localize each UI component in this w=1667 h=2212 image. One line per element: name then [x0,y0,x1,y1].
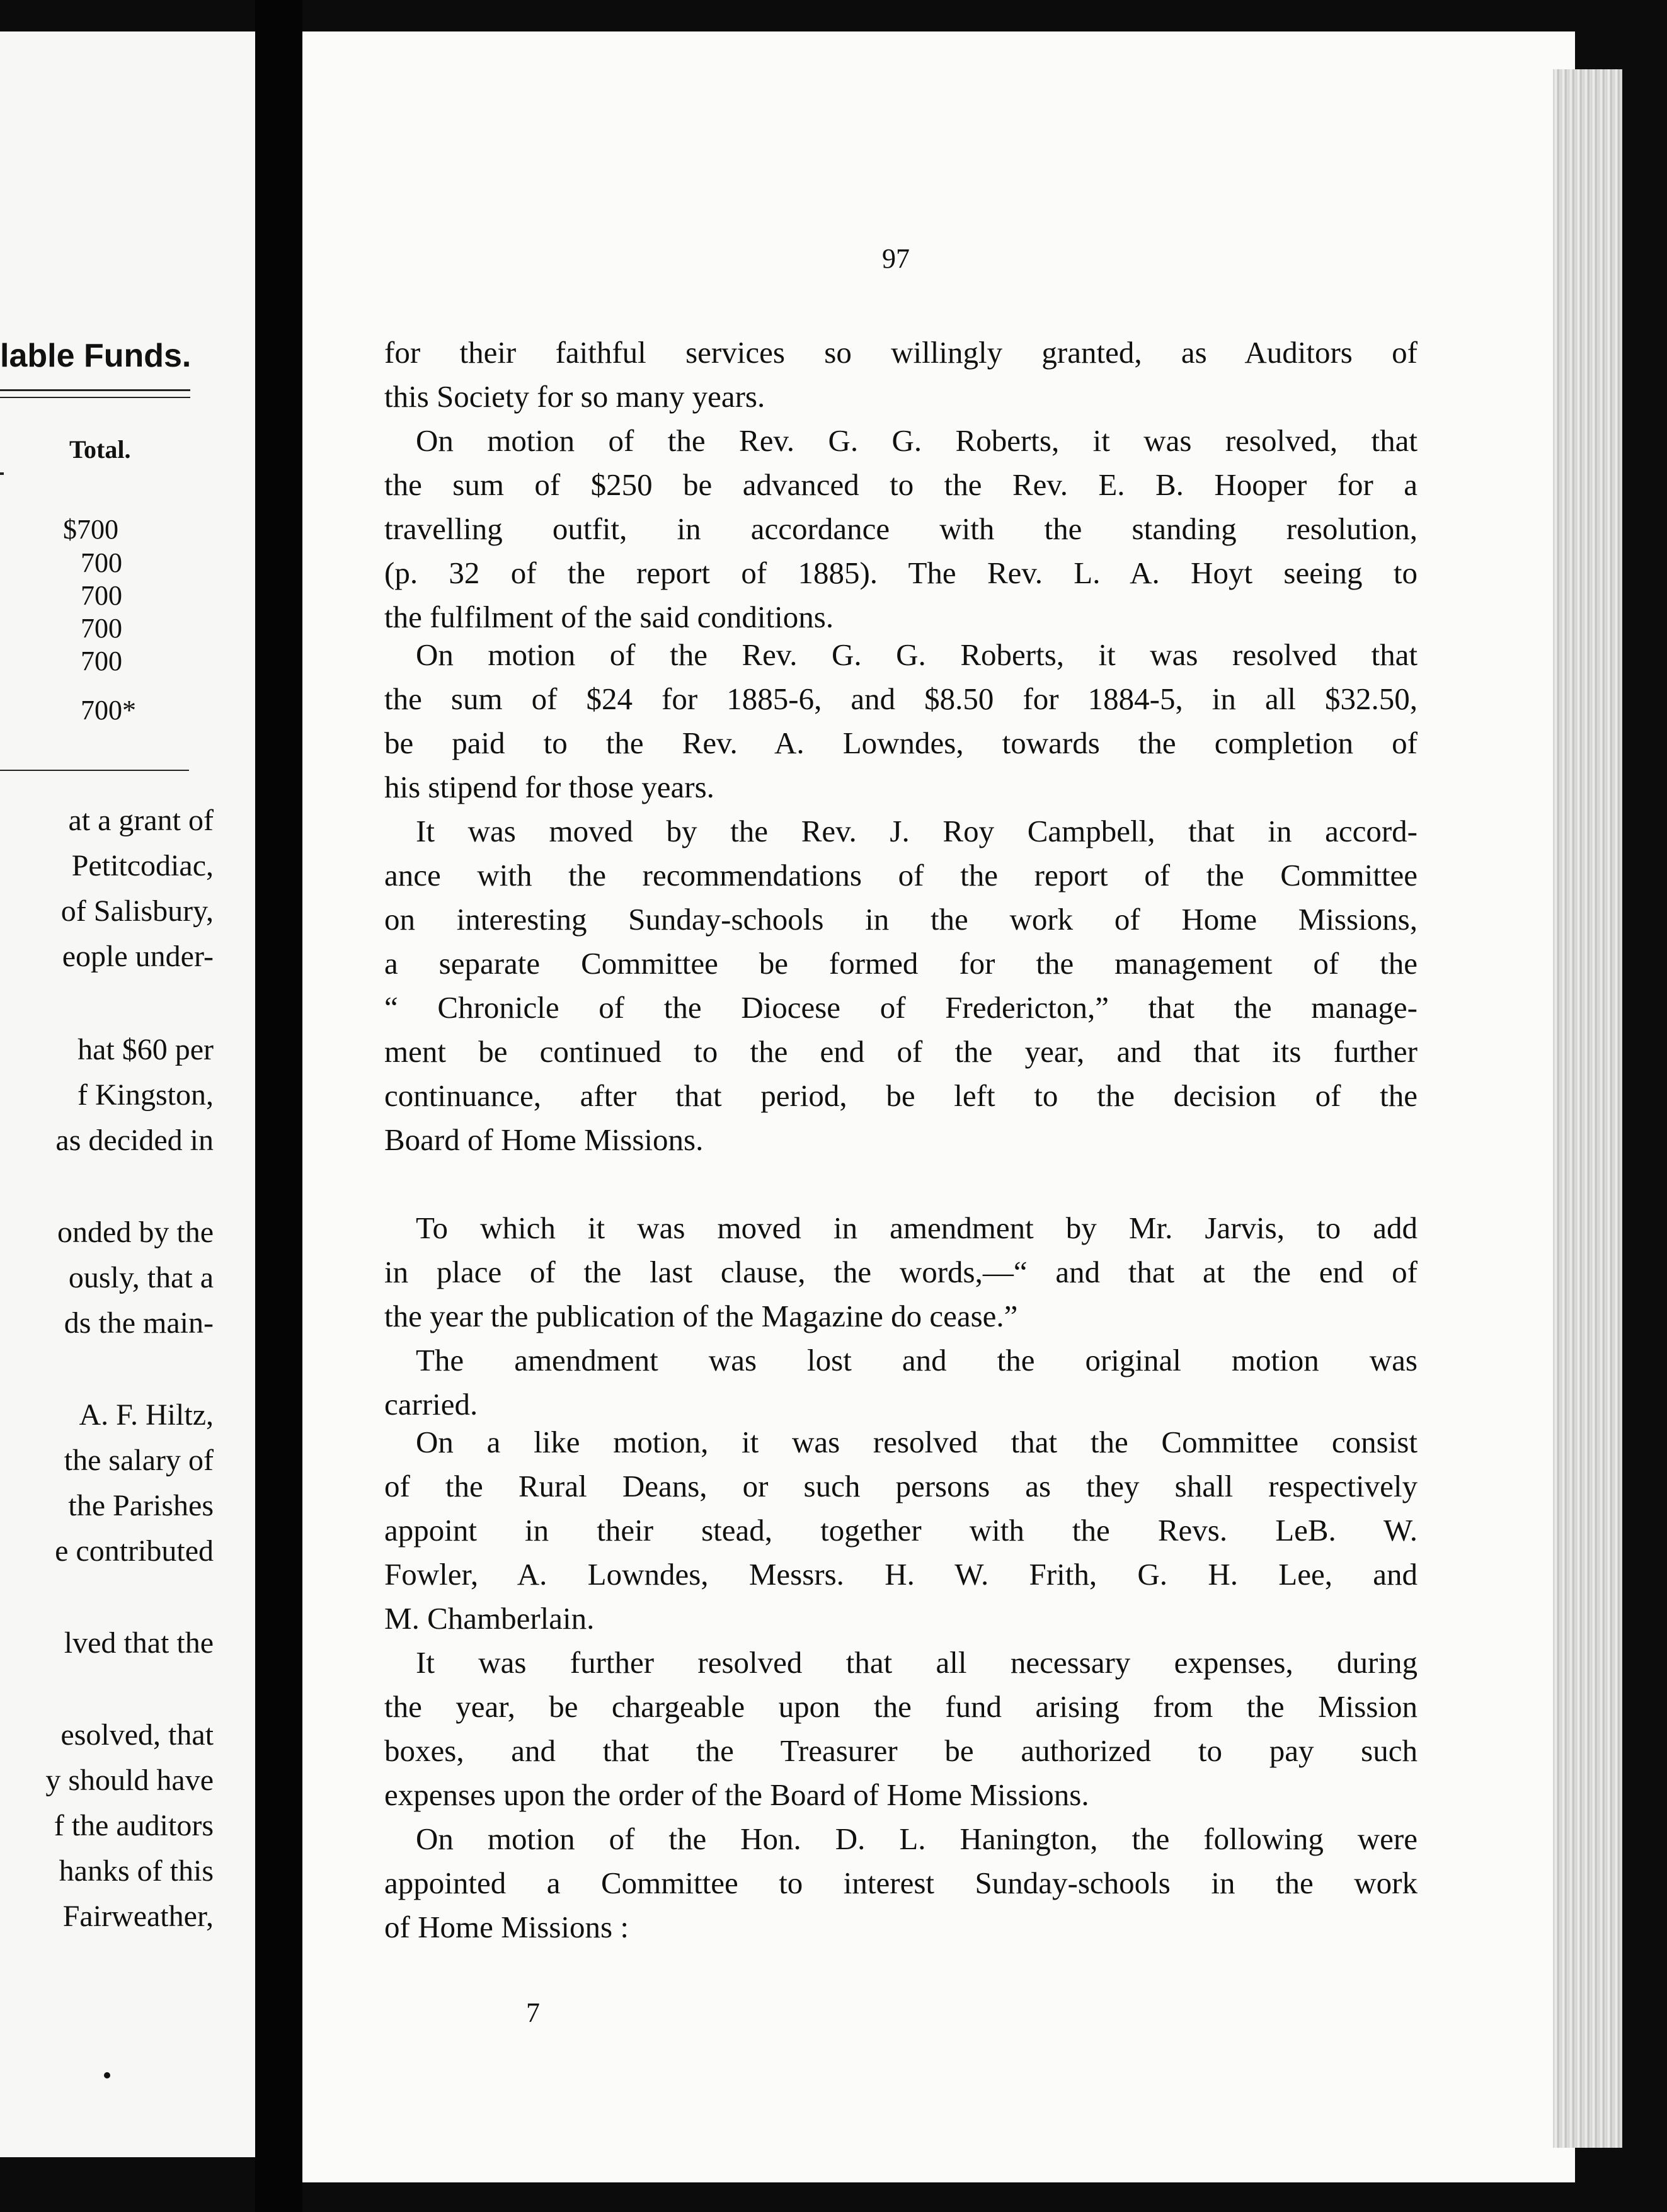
text-line: Fowler, A. Lowndes, Messrs. H. W. Frith, G. H. Lee, and [384,1557,1418,1592]
left-text-line: eople under- [62,940,214,973]
page-number: 97 [882,243,910,274]
left-text-line: lved that the [64,1626,214,1660]
table-rule-top-double [0,397,190,398]
text-line: the sum of $250 be advanced to the Rev. E. B. Hooper for a [384,467,1418,502]
left-text-line: ously, that a [68,1261,214,1294]
left-text-line: esolved, that [60,1718,214,1752]
left-page-heading: lable Funds. [0,338,192,374]
text-line: On motion of the Rev. G. G. Roberts, it was resolved, that [416,423,1418,458]
total-value: 700 [81,646,122,676]
text-line: a separate Committee be formed for the management of the [384,946,1418,981]
book-spine [255,0,302,2212]
page-edges [1553,69,1622,2148]
text-line: It was moved by the Rev. J. Roy Campbell, that in accord- [416,814,1418,848]
left-text-line: ds the main- [64,1306,214,1340]
left-text-line: A. F. Hiltz, [79,1398,214,1432]
text-line: of Home Missions : [384,1910,629,1944]
text-line: for their faithful services so willingly granted, as Auditors of [384,335,1418,370]
paragraph [384,633,1418,809]
column-separator [0,472,4,475]
text-line: be paid to the Rev. A. Lowndes, towards the completion of [384,726,1418,760]
text-line: this Society for so many years. [384,379,765,414]
left-text-line: e contributed [55,1534,214,1568]
text-line: the sum of $24 for 1885-6, and $8.50 for 1884-5, in all $32.50, [384,681,1418,716]
text-line: the fulfilment of the said conditions. [384,600,834,634]
total-value: $700 [63,514,118,545]
total-value: 700 [81,613,122,644]
total-value: 700* [81,695,136,726]
paragraph [384,1338,1418,1427]
text-line: appoint in their stead, together with the Revs. LeB. W. [384,1513,1418,1548]
left-text-line: f the auditors [54,1809,214,1842]
left-text-line: the Parishes [68,1489,214,1522]
text-line: his stipend for those years. [384,770,714,804]
text-line: ment be continued to the end of the year, and that its further [384,1034,1418,1069]
left-text-line: hanks of this [59,1854,214,1888]
left-text-line: y should have [45,1764,214,1797]
text-line: ance with the recommendations of the report of the Committee [384,858,1418,892]
text-line: continuance, after that period, be left to the decision of the [384,1078,1418,1113]
text-line: of the Rural Deans, or such persons as they shall respectively [384,1469,1418,1503]
table-rule-bottom [0,770,189,771]
text-line: It was further resolved that all necessary expenses, during [416,1645,1418,1680]
text-line: “ Chronicle of the Diocese of Fredericton,” that the manage- [384,990,1418,1025]
left-text-line: Petitcodiac, [71,849,214,882]
left-text-line: Fairweather, [62,1900,214,1933]
text-line: The amendment was lost and the original motion was [416,1343,1418,1377]
left-text-line: the salary of [64,1444,214,1477]
text-line: On motion of the Rev. G. G. Roberts, it was resolved that [416,637,1418,672]
paragraph [384,419,1418,639]
table-rule-top [0,389,190,391]
signature-mark: 7 [526,1997,540,2028]
paragraph [384,809,1418,1162]
left-text-line: onded by the [57,1216,214,1249]
paragraph [384,1641,1418,1817]
total-value: 700 [81,547,122,578]
text-line: on interesting Sunday-schools in the work of Home Missions, [384,902,1418,937]
text-line: the year the publication of the Magazine do cease.” [384,1299,1018,1333]
ink-dot [104,2072,110,2078]
text-line: travelling outfit, in accordance with the standing resolution, [384,511,1418,546]
left-text-line: hat $60 per [77,1033,214,1066]
left-text-line: f Kingston, [77,1078,214,1112]
total-value: 700 [81,580,122,611]
paragraph [384,331,1418,419]
text-line: boxes, and that the Treasurer be authorized to pay such [384,1733,1418,1768]
paragraph [384,1817,1418,1949]
text-line: appointed a Committee to interest Sunday-schools in the work [384,1866,1418,1900]
text-line: To which it was moved in amendment by Mr. Jarvis, to add [416,1211,1418,1245]
text-line: Board of Home Missions. [384,1122,704,1157]
text-line: On a like motion, it was resolved that the Committee consist [416,1425,1418,1459]
text-line: On motion of the Hon. D. L. Hanington, the following were [416,1821,1418,1856]
left-page [0,31,255,2157]
text-line: expenses upon the order of the Board of Home Missions. [384,1777,1089,1812]
left-text-line: at a grant of [68,804,214,837]
paragraph [384,1420,1418,1641]
text-line: (p. 32 of the report of 1885). The Rev. L. A. Hoyt seeing to [384,556,1418,590]
text-line: M. Chamberlain. [384,1601,595,1636]
left-text-line: as decided in [55,1124,214,1157]
left-text-line: of Salisbury, [60,894,214,928]
paragraph [384,1206,1418,1338]
total-column-header: Total. [69,435,131,464]
text-line: in place of the last clause, the words,—“ and that at the end of [384,1255,1418,1289]
text-line: carried. [384,1387,478,1422]
text-line: the year, be chargeable upon the fund arising from the Mission [384,1689,1418,1724]
